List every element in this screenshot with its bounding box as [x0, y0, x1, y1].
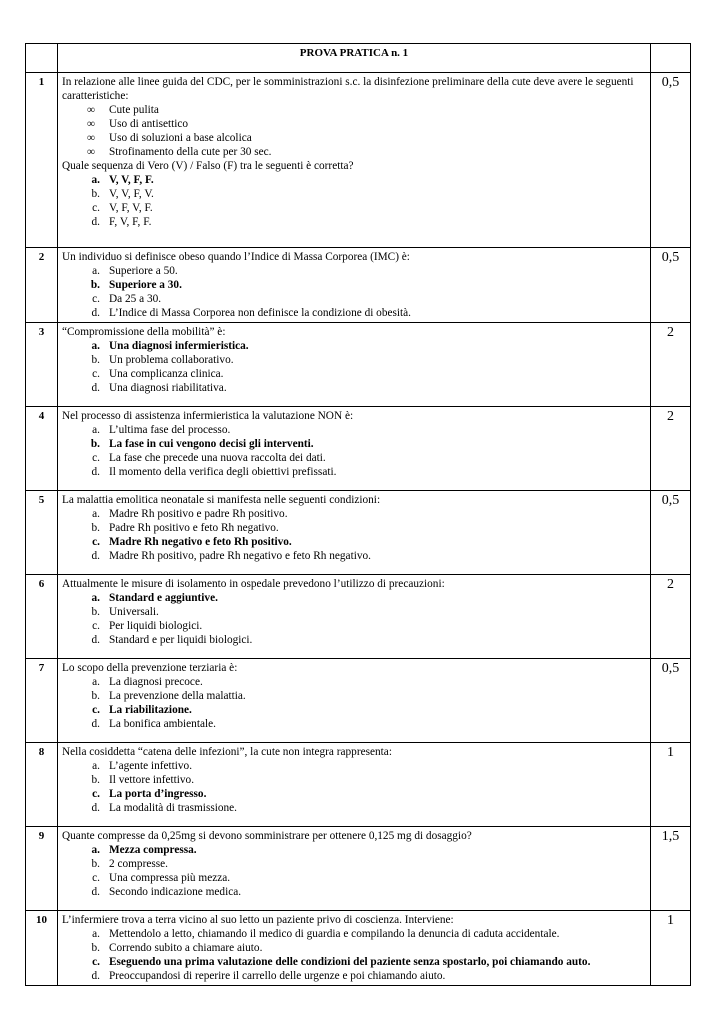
option-letter: d.	[91, 216, 100, 228]
answer-option	[62, 451, 647, 465]
question-points: 1,5	[651, 827, 691, 911]
option-text: La riabilitazione.	[109, 704, 192, 716]
question-text: Nella cosiddetta “catena delle infezioni”, la cute non integra rappresenta:	[62, 746, 392, 758]
option-letter: c.	[92, 368, 100, 380]
question-cell	[58, 73, 651, 248]
question-points: 1	[651, 743, 691, 827]
answer-option	[62, 717, 647, 731]
answer-option	[62, 367, 647, 381]
answer-option	[62, 927, 647, 941]
question-number: 2	[26, 248, 58, 323]
question-row	[26, 73, 691, 248]
answer-option	[62, 306, 647, 320]
option-text: Preoccupandosi di reperire il carrello delle urgenze e poi chiamando aiuto.	[109, 970, 446, 982]
question-cell	[58, 323, 651, 407]
option-letter: d.	[91, 466, 100, 478]
question-cell	[58, 659, 651, 743]
answer-option-correct	[62, 173, 647, 187]
option-letter: d.	[91, 970, 100, 982]
option-text: Il momento della verifica degli obiettivi prefissati.	[109, 466, 337, 478]
answer-option	[62, 605, 647, 619]
bullet-item	[62, 145, 647, 159]
option-letter: c.	[92, 202, 100, 214]
option-text: V, F, V, F.	[109, 202, 153, 214]
question-number: 9	[26, 827, 58, 911]
option-text: La bonifica ambientale.	[109, 718, 216, 730]
option-letter: c.	[92, 536, 100, 548]
option-text: La modalità di trasmissione.	[109, 802, 238, 814]
answer-option-correct	[62, 955, 647, 969]
question-text: Attualmente le misure di isolamento in ospedale prevedono l’utilizzo di precauzioni:	[62, 578, 445, 590]
option-letter: b.	[91, 690, 100, 702]
option-letter: c.	[92, 620, 100, 632]
question-number: 10	[26, 911, 58, 986]
question-number: 5	[26, 491, 58, 575]
question-subtext: Quale sequenza di Vero (V) / Falso (F) tra le seguenti è corretta?	[62, 160, 354, 172]
question-points: 0,5	[651, 659, 691, 743]
answer-option	[62, 507, 647, 521]
infinity-bullet-icon: ∞	[86, 118, 96, 130]
option-text: 2 compresse.	[109, 858, 168, 870]
question-text: Un individuo si definisce obeso quando l’Indice di Massa Corporea (IMC) è:	[62, 251, 410, 263]
question-cell	[58, 248, 651, 323]
question-text: La malattia emolitica neonatale si manifesta nelle seguenti condizioni:	[62, 494, 381, 506]
answer-option	[62, 857, 647, 871]
option-letter: c.	[92, 704, 100, 716]
option-letter: b.	[91, 354, 100, 366]
answer-option	[62, 215, 647, 229]
question-number: 1	[26, 73, 58, 248]
question-points: 0,5	[651, 248, 691, 323]
answer-option-correct	[62, 278, 647, 292]
question-number: 4	[26, 407, 58, 491]
question-points: 2	[651, 575, 691, 659]
option-letter: d.	[91, 382, 100, 394]
option-letter: d.	[91, 307, 100, 319]
bullet-text: Cute pulita	[109, 104, 159, 116]
answer-option-correct	[62, 437, 647, 451]
answer-option	[62, 801, 647, 815]
question-text: Quante compresse da 0,25mg si devono somministrare per ottenere 0,125 mg di dosaggio?	[62, 830, 472, 842]
question-number: 8	[26, 743, 58, 827]
option-text: Standard e aggiuntive.	[109, 592, 218, 604]
option-text: Per liquidi biologici.	[109, 620, 203, 632]
answer-option	[62, 353, 647, 367]
answer-option	[62, 759, 647, 773]
question-row	[26, 323, 691, 407]
question-points: 2	[651, 323, 691, 407]
option-text: Universali.	[109, 606, 159, 618]
answer-option-correct	[62, 339, 647, 353]
option-text: L’ultima fase del processo.	[109, 424, 231, 436]
option-text: La diagnosi precoce.	[109, 676, 203, 688]
exam-table-body	[26, 44, 691, 986]
option-letter: d.	[91, 802, 100, 814]
option-text: Padre Rh positivo e feto Rh negativo.	[109, 522, 279, 534]
option-text: Madre Rh positivo e padre Rh positivo.	[109, 508, 288, 520]
bullet-item	[62, 103, 647, 117]
answer-option	[62, 187, 647, 201]
question-points: 0,5	[651, 73, 691, 248]
option-text: L’agente infettivo.	[109, 760, 193, 772]
bullet-text: Uso di antisettico	[109, 118, 189, 130]
option-letter: c.	[92, 452, 100, 464]
answer-option	[62, 423, 647, 437]
option-letter: b.	[91, 188, 100, 200]
option-letter: a.	[92, 424, 100, 436]
question-cell	[58, 911, 651, 986]
option-letter: a.	[91, 592, 100, 604]
option-letter: a.	[92, 928, 100, 940]
option-letter: a.	[92, 760, 100, 772]
question-cell	[58, 743, 651, 827]
answer-option	[62, 633, 647, 647]
answer-option	[62, 292, 647, 306]
question-row	[26, 575, 691, 659]
question-points: 1	[651, 911, 691, 986]
question-row	[26, 491, 691, 575]
answer-option	[62, 619, 647, 633]
answer-option-correct	[62, 787, 647, 801]
answer-option	[62, 773, 647, 787]
answer-option	[62, 885, 647, 899]
question-number: 6	[26, 575, 58, 659]
question-row	[26, 659, 691, 743]
option-text: Madre Rh negativo e feto Rh positivo.	[109, 536, 292, 548]
option-text: Una compressa più mezza.	[109, 872, 231, 884]
question-cell	[58, 407, 651, 491]
answer-option-correct	[62, 591, 647, 605]
option-letter: b.	[90, 438, 100, 450]
option-text: Mezza compressa.	[109, 844, 197, 856]
option-text: Superiore a 50.	[109, 265, 178, 277]
option-text: Superiore a 30.	[109, 279, 182, 291]
question-row	[26, 743, 691, 827]
option-letter: b.	[91, 522, 100, 534]
question-number: 7	[26, 659, 58, 743]
option-letter: a.	[92, 508, 100, 520]
infinity-bullet-icon: ∞	[86, 146, 96, 158]
option-letter: a.	[92, 265, 100, 277]
option-letter: b.	[91, 774, 100, 786]
option-text: Madre Rh positivo, padre Rh negativo e feto Rh negativo.	[109, 550, 371, 562]
option-letter: a.	[91, 174, 100, 186]
answer-option	[62, 689, 647, 703]
answer-option	[62, 675, 647, 689]
option-letter: a.	[92, 676, 100, 688]
bullet-item	[62, 131, 647, 145]
question-text: Lo scopo della prevenzione terziaria è:	[62, 662, 238, 674]
answer-option	[62, 969, 647, 983]
question-text: “Compromissione della mobilità” è:	[62, 326, 226, 338]
question-number: 3	[26, 323, 58, 407]
answer-option	[62, 381, 647, 395]
question-row	[26, 407, 691, 491]
answer-option-correct	[62, 703, 647, 717]
header-row	[26, 44, 691, 73]
option-letter: d.	[91, 550, 100, 562]
question-cell	[58, 827, 651, 911]
infinity-bullet-icon: ∞	[86, 132, 96, 144]
option-text: La fase che precede una nuova raccolta dei dati.	[109, 452, 326, 464]
question-row	[26, 248, 691, 323]
option-letter: c.	[92, 293, 100, 305]
option-text: Mettendolo a letto, chiamando il medico di guardia e compilando la denuncia di caduta accidentale.	[109, 928, 560, 940]
question-cell	[58, 575, 651, 659]
answer-option	[62, 521, 647, 535]
option-letter: c.	[92, 788, 100, 800]
question-points: 2	[651, 407, 691, 491]
answer-option	[62, 264, 647, 278]
option-text: Da 25 a 30.	[109, 293, 162, 305]
option-letter: d.	[91, 718, 100, 730]
question-text: In relazione alle linee guida del CDC, per le somministrazioni s.c. la disinfezione preliminare della cute deve avere le seguenti caratteristiche:	[62, 76, 634, 102]
question-row	[26, 827, 691, 911]
header-number-cell	[26, 44, 58, 73]
question-row	[26, 911, 691, 986]
question-cell	[58, 491, 651, 575]
option-letter: a.	[91, 844, 100, 856]
question-text: Nel processo di assistenza infermieristica la valutazione NON è:	[62, 410, 354, 422]
option-text: V, V, F, F.	[109, 174, 154, 186]
question-points: 0,5	[651, 491, 691, 575]
option-text: La prevenzione della malattia.	[109, 690, 246, 702]
answer-option	[62, 871, 647, 885]
option-text: V, V, F, V.	[109, 188, 154, 200]
option-text: Standard e per liquidi biologici.	[109, 634, 253, 646]
bullet-text: Strofinamento della cute per 30 sec.	[109, 146, 272, 158]
option-letter: d.	[91, 634, 100, 646]
infinity-bullet-icon: ∞	[86, 104, 96, 116]
answer-option	[62, 549, 647, 563]
exam-table	[25, 43, 691, 986]
question-text: L’infermiere trova a terra vicino al suo letto un paziente privo di coscienza. Interviene:	[62, 914, 454, 926]
answer-option-correct	[62, 535, 647, 549]
option-text: Secondo indicazione medica.	[109, 886, 242, 898]
option-letter: b.	[91, 942, 100, 954]
option-text: Eseguendo una prima valutazione delle condizioni del paziente senza spostarlo, poi chiamando auto.	[109, 956, 591, 968]
option-text: Un problema collaborativo.	[109, 354, 234, 366]
exam-title: PROVA PRATICA n. 1	[58, 44, 651, 73]
option-letter: c.	[92, 872, 100, 884]
option-text: L’Indice di Massa Corporea non definisce la condizione di obesità.	[109, 307, 411, 319]
option-text: Una diagnosi infermieristica.	[109, 340, 249, 352]
option-letter: b.	[90, 279, 100, 291]
option-letter: b.	[91, 858, 100, 870]
option-letter: a.	[91, 340, 100, 352]
option-text: La porta d’ingresso.	[109, 788, 207, 800]
option-letter: d.	[91, 886, 100, 898]
answer-option	[62, 941, 647, 955]
bullet-item	[62, 117, 647, 131]
answer-option-correct	[62, 843, 647, 857]
option-text: Una diagnosi riabilitativa.	[109, 382, 227, 394]
option-text: F, V, F, F.	[109, 216, 152, 228]
option-letter: b.	[91, 606, 100, 618]
header-points-cell	[651, 44, 691, 73]
answer-option	[62, 201, 647, 215]
option-text: Correndo subito a chiamare aiuto.	[109, 942, 263, 954]
option-text: Una complicanza clinica.	[109, 368, 224, 380]
option-text: La fase in cui vengono decisi gli interventi.	[109, 438, 314, 450]
answer-option	[62, 465, 647, 479]
bullet-text: Uso di soluzioni a base alcolica	[109, 132, 252, 144]
option-text: Il vettore infettivo.	[109, 774, 195, 786]
option-letter: c.	[92, 956, 100, 968]
